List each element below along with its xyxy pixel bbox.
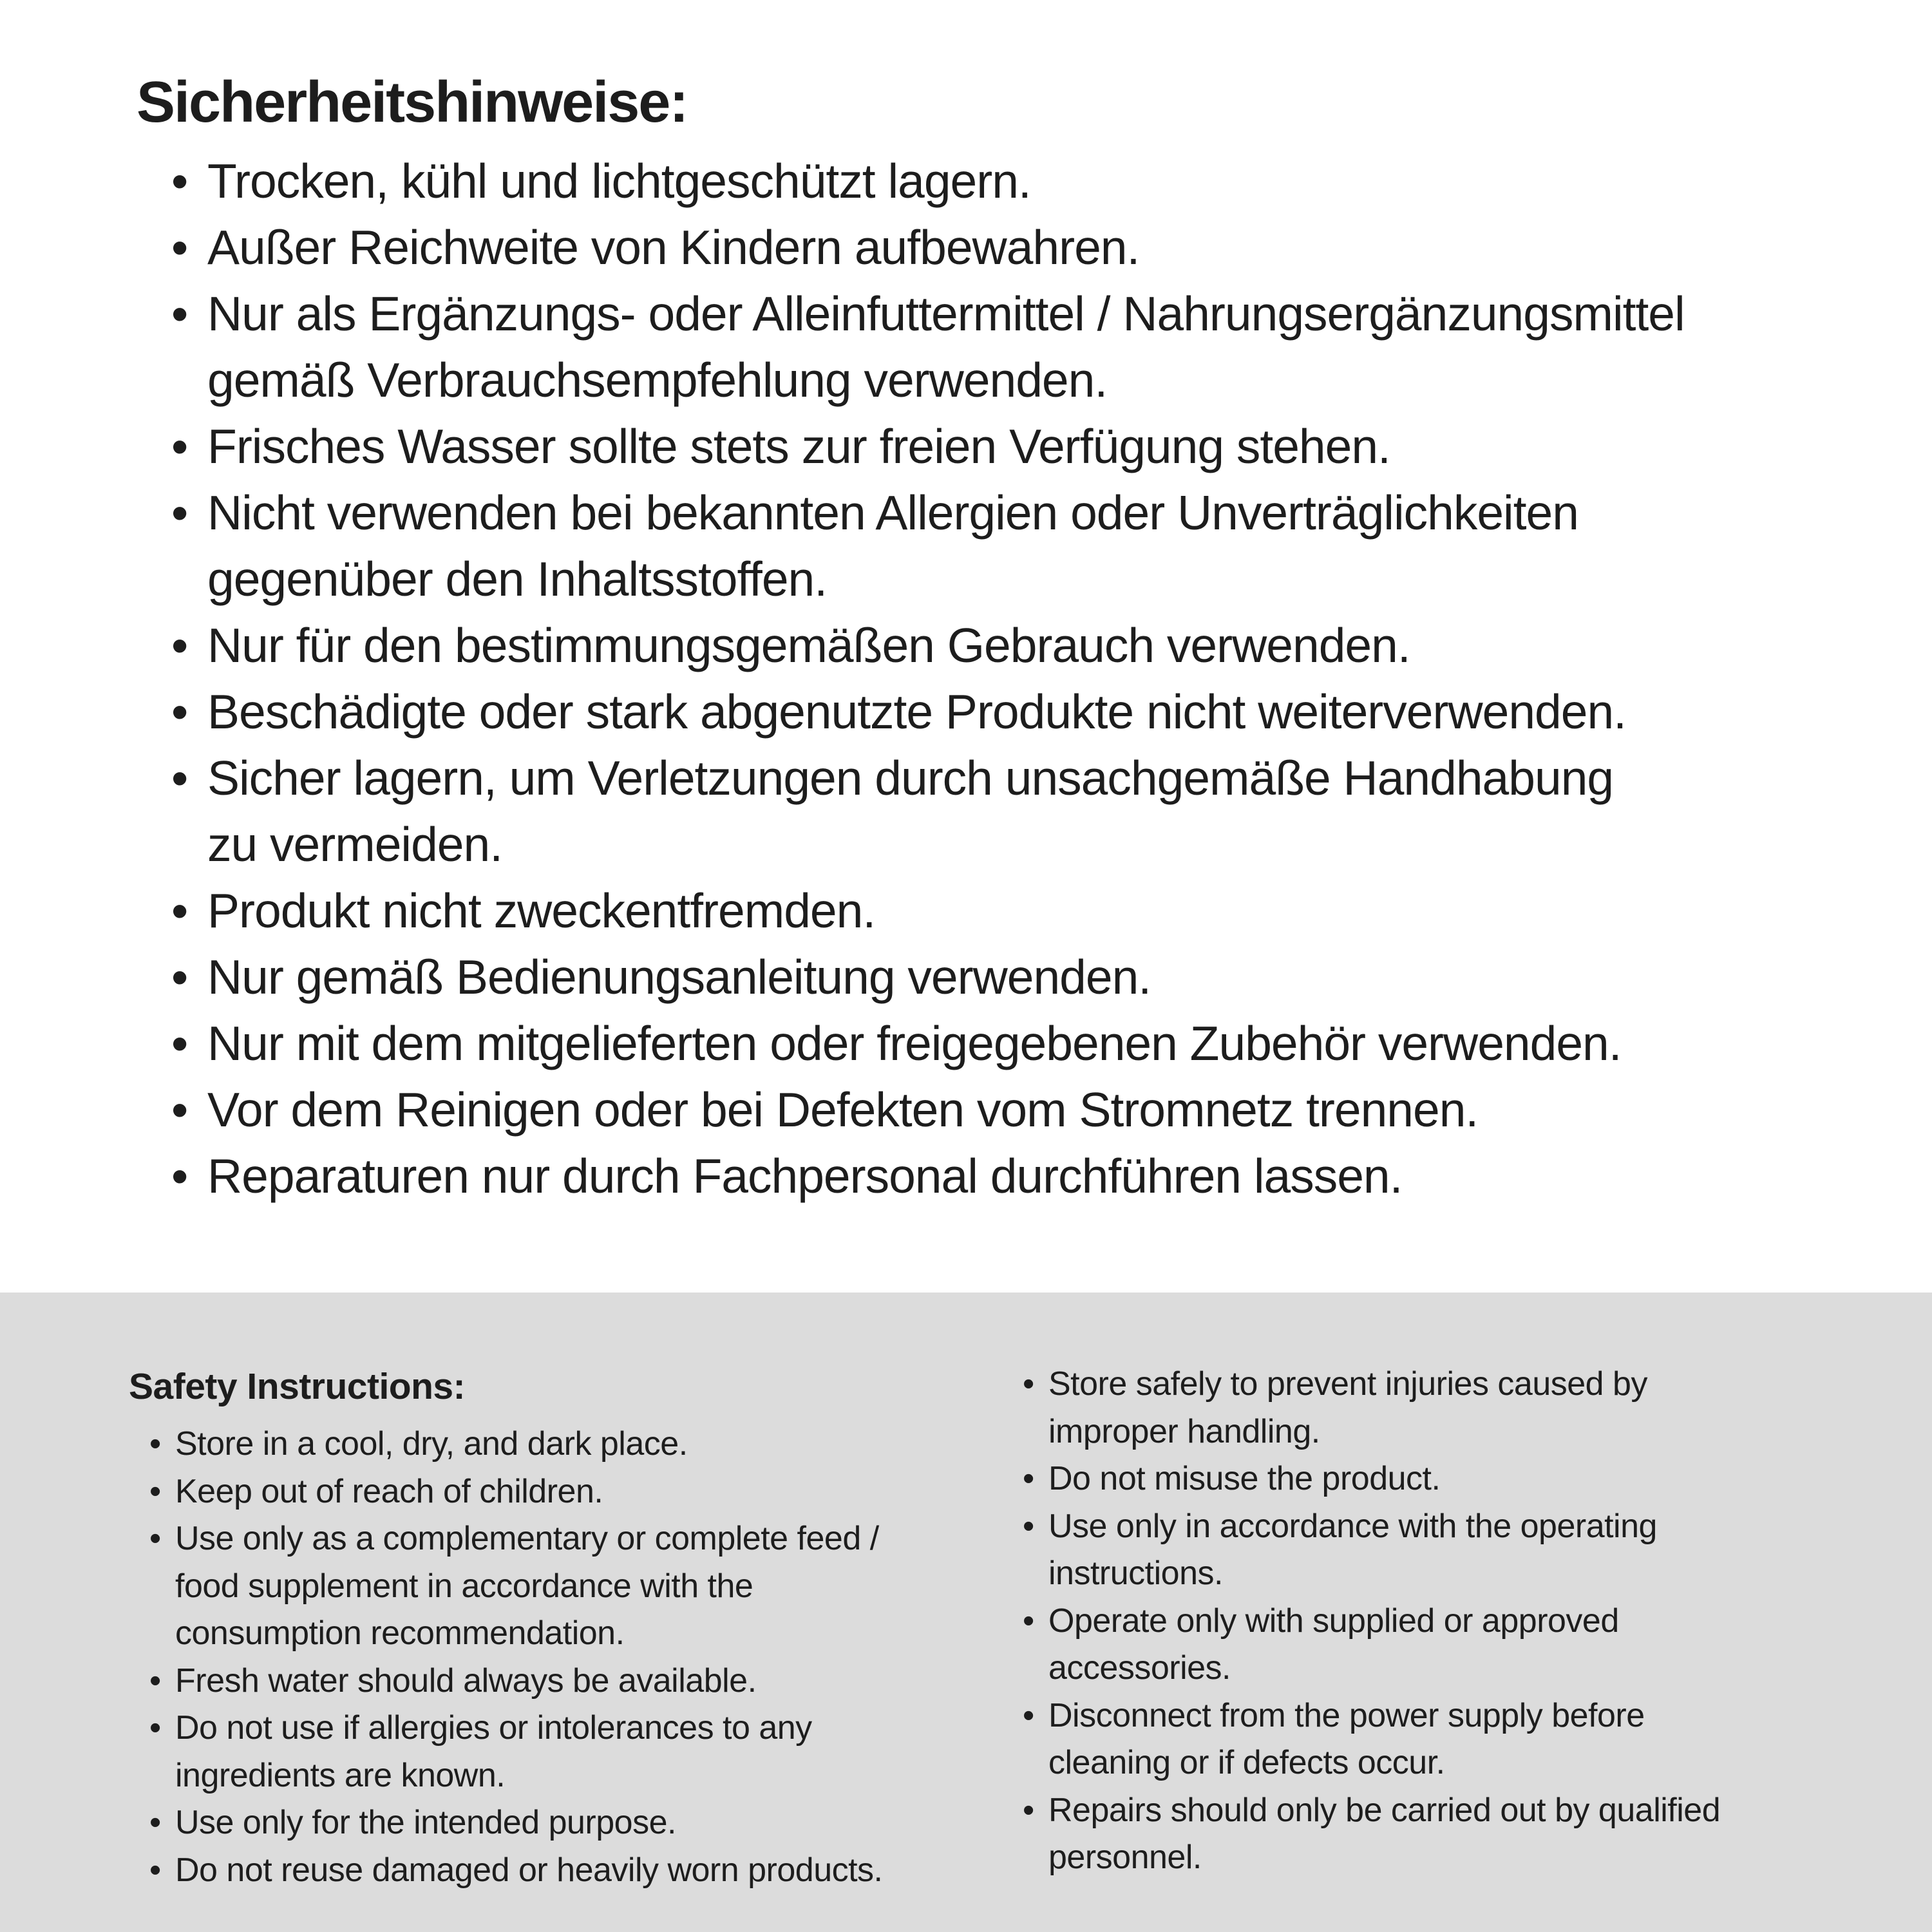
bullet-marker: • bbox=[171, 1083, 188, 1137]
list-item-text: cleaning or if defects occur. bbox=[1048, 1744, 1445, 1781]
english-heading: Safety Instructions: bbox=[129, 1366, 466, 1407]
bullet-marker: • bbox=[171, 950, 188, 1004]
list-item bbox=[149, 1515, 883, 1563]
bullet-marker: • bbox=[171, 1016, 188, 1070]
bullet-marker: • bbox=[171, 618, 188, 672]
list-item bbox=[171, 745, 1685, 811]
list-item-text: Operate only with supplied or approved bbox=[1048, 1602, 1619, 1640]
list-item bbox=[149, 1847, 883, 1895]
list-item-continuation bbox=[1023, 1834, 1720, 1882]
bullet-marker: • bbox=[171, 287, 188, 341]
list-item-continuation bbox=[171, 546, 1685, 612]
list-item bbox=[171, 413, 1685, 480]
bullet-marker: • bbox=[171, 419, 188, 473]
list-item-text: Do not reuse damaged or heavily worn products. bbox=[175, 1851, 883, 1889]
list-item-continuation bbox=[149, 1563, 883, 1611]
english-instructions-list-right bbox=[1023, 1361, 1720, 1882]
list-item bbox=[171, 148, 1685, 214]
list-item bbox=[1023, 1503, 1720, 1551]
bullet-spacer bbox=[1023, 1645, 1048, 1692]
list-item-text: Reparaturen nur durch Fachpersonal durchführen lassen. bbox=[207, 1149, 1403, 1203]
german-instructions-list bbox=[171, 148, 1685, 1209]
bullet-spacer bbox=[171, 811, 207, 878]
bullet-spacer bbox=[1023, 1550, 1048, 1598]
bullet-spacer bbox=[149, 1752, 175, 1800]
list-item-text: Trocken, kühl und lichtgeschützt lagern. bbox=[207, 154, 1031, 208]
list-item bbox=[1023, 1455, 1720, 1503]
list-item-text: gemäß Verbrauchsempfehlung verwenden. bbox=[207, 353, 1108, 407]
list-item-text: gegenüber den Inhaltsstoffen. bbox=[207, 552, 828, 606]
list-item-continuation bbox=[149, 1752, 883, 1800]
list-item bbox=[149, 1421, 883, 1468]
list-item-text: Nicht verwenden bei bekannten Allergien oder Unverträglichkeiten bbox=[207, 486, 1578, 540]
list-item-text: Vor dem Reinigen oder bei Defekten vom Stromnetz trennen. bbox=[207, 1083, 1479, 1137]
list-item-text: Disconnect from the power supply before bbox=[1048, 1696, 1645, 1734]
list-item-text: food supplement in accordance with the bbox=[175, 1567, 753, 1605]
bullet-marker: • bbox=[149, 1804, 161, 1841]
list-item-text: Außer Reichweite von Kindern aufbewahren. bbox=[207, 220, 1140, 274]
german-heading: Sicherheitshinweise: bbox=[137, 70, 688, 135]
list-item-text: Beschädigte oder stark abgenutzte Produkte nicht weiterverwenden. bbox=[207, 685, 1627, 739]
bullet-marker: • bbox=[171, 1149, 188, 1203]
list-item bbox=[149, 1705, 883, 1752]
bullet-spacer bbox=[1023, 1408, 1048, 1456]
bullet-marker: • bbox=[171, 685, 188, 739]
bullet-marker: • bbox=[1023, 1460, 1034, 1497]
list-item-continuation bbox=[171, 811, 1685, 878]
list-item-text: Nur mit dem mitgelieferten oder freigegebenen Zubehör verwenden. bbox=[207, 1016, 1622, 1070]
bullet-spacer bbox=[171, 546, 207, 612]
list-item-text: Nur als Ergänzungs- oder Alleinfuttermittel / Nahrungsergänzungsmittel bbox=[207, 287, 1685, 341]
list-item-continuation bbox=[171, 347, 1685, 413]
list-item-text: Do not use if allergies or intolerances to any bbox=[175, 1709, 812, 1747]
list-item bbox=[149, 1658, 883, 1705]
list-item-text: Use only in accordance with the operating bbox=[1048, 1507, 1657, 1545]
bullet-marker: • bbox=[149, 1851, 161, 1889]
list-item bbox=[1023, 1598, 1720, 1645]
bullet-spacer bbox=[1023, 1834, 1048, 1882]
list-item bbox=[171, 679, 1685, 745]
list-item bbox=[171, 1010, 1685, 1077]
list-item bbox=[1023, 1787, 1720, 1835]
list-item bbox=[1023, 1692, 1720, 1740]
list-item bbox=[171, 944, 1685, 1010]
list-item bbox=[171, 1077, 1685, 1143]
list-item-continuation bbox=[1023, 1739, 1720, 1787]
bullet-marker: • bbox=[171, 486, 188, 540]
bullet-spacer bbox=[171, 347, 207, 413]
list-item-text: zu vermeiden. bbox=[207, 817, 503, 871]
list-item bbox=[171, 612, 1685, 679]
list-item bbox=[171, 480, 1685, 546]
list-item-continuation bbox=[1023, 1408, 1720, 1456]
list-item-continuation bbox=[1023, 1645, 1720, 1692]
list-item-continuation bbox=[1023, 1550, 1720, 1598]
list-item-text: Repairs should only be carried out by qualified bbox=[1048, 1791, 1721, 1829]
list-item-text: Frisches Wasser sollte stets zur freien Verfügung stehen. bbox=[207, 419, 1390, 473]
bullet-marker: • bbox=[149, 1425, 161, 1463]
english-instructions-list-left bbox=[149, 1421, 883, 1894]
list-item-text: Nur gemäß Bedienungsanleitung verwenden. bbox=[207, 950, 1151, 1004]
list-item bbox=[149, 1799, 883, 1847]
bullet-marker: • bbox=[1023, 1365, 1034, 1403]
list-item-text: Keep out of reach of children. bbox=[175, 1472, 603, 1510]
list-item-text: Produkt nicht zweckentfremden. bbox=[207, 884, 876, 938]
bullet-marker: • bbox=[171, 154, 188, 208]
list-item-text: Do not misuse the product. bbox=[1048, 1460, 1441, 1497]
list-item-text: Store safely to prevent injuries caused by bbox=[1048, 1365, 1647, 1403]
bullet-marker: • bbox=[149, 1520, 161, 1557]
list-item-text: Nur für den bestimmungsgemäßen Gebrauch verwenden. bbox=[207, 618, 1410, 672]
list-item-text: ingredients are known. bbox=[175, 1756, 506, 1794]
list-item-text: accessories. bbox=[1048, 1649, 1231, 1687]
bullet-marker: • bbox=[171, 884, 188, 938]
bullet-spacer bbox=[149, 1563, 175, 1611]
bullet-marker: • bbox=[171, 751, 188, 805]
list-item bbox=[171, 878, 1685, 944]
list-item-text: Use only for the intended purpose. bbox=[175, 1804, 676, 1841]
bullet-marker: • bbox=[1023, 1507, 1034, 1545]
bullet-marker: • bbox=[1023, 1602, 1034, 1640]
list-item bbox=[171, 214, 1685, 281]
list-item-text: Use only as a complementary or complete feed / bbox=[175, 1520, 879, 1557]
list-item bbox=[171, 1143, 1685, 1209]
bullet-marker: • bbox=[1023, 1791, 1034, 1829]
bullet-marker: • bbox=[149, 1472, 161, 1510]
bullet-marker: • bbox=[1023, 1696, 1034, 1734]
list-item bbox=[1023, 1361, 1720, 1408]
list-item-continuation bbox=[149, 1610, 883, 1658]
bullet-marker: • bbox=[171, 220, 188, 274]
bullet-spacer bbox=[1023, 1739, 1048, 1787]
list-item-text: improper handling. bbox=[1048, 1412, 1320, 1450]
bullet-marker: • bbox=[149, 1662, 161, 1700]
list-item-text: Sicher lagern, um Verletzungen durch unsachgemäße Handhabung bbox=[207, 751, 1614, 805]
list-item bbox=[171, 281, 1685, 347]
list-item-text: consumption recommendation. bbox=[175, 1615, 625, 1652]
list-item-text: Fresh water should always be available. bbox=[175, 1662, 757, 1700]
list-item bbox=[149, 1468, 883, 1516]
list-item-text: instructions. bbox=[1048, 1555, 1223, 1592]
list-item-text: personnel. bbox=[1048, 1839, 1202, 1876]
list-item-text: Store in a cool, dry, and dark place. bbox=[175, 1425, 688, 1463]
bullet-marker: • bbox=[149, 1709, 161, 1747]
bullet-spacer bbox=[149, 1610, 175, 1658]
